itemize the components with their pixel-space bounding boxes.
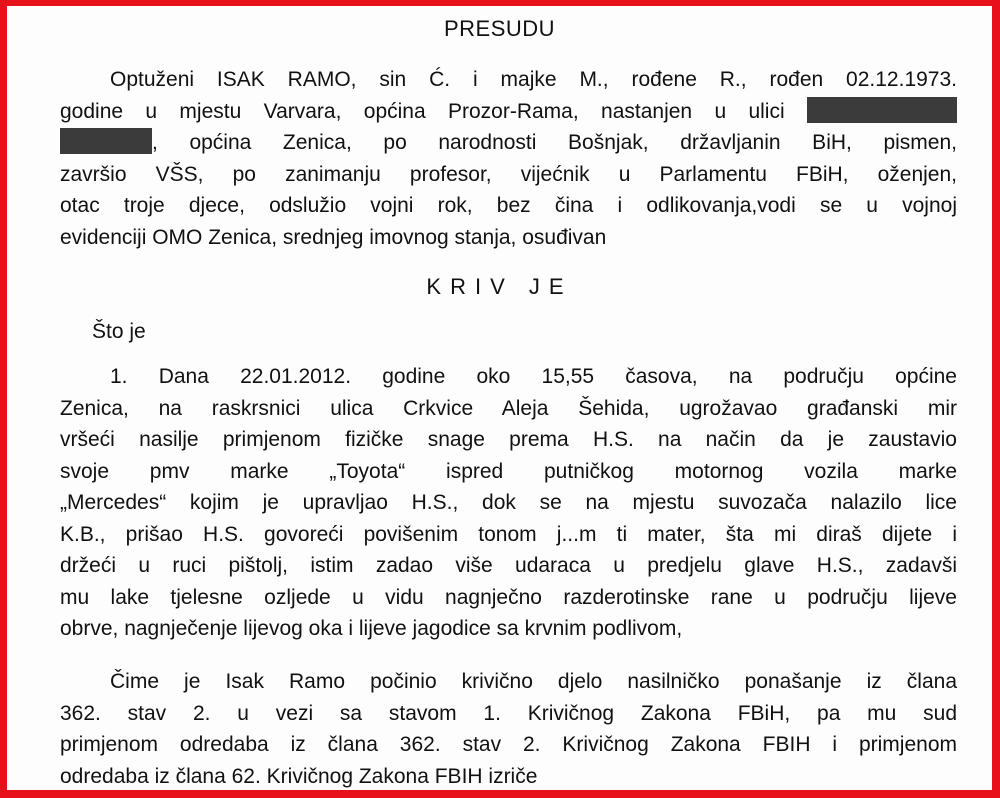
count-line-3: vršeći nasilje primjenom fizičke snage prema H.S. na način da je zaustavio	[60, 428, 957, 451]
conclusion-line-3: primjenom odredaba iz člana 362. stav 2. Krivičnog Zakona FBIH i primjenom	[60, 733, 957, 756]
count-line-6: K.B., prišao H.S. govoreći povišenim tonom j...m ti mater, šta mi diraš dijete i	[60, 522, 957, 546]
conclusion-line-1: Čime je Isak Ramo počinio krivično djelo nasilničko ponašanje iz člana	[110, 670, 957, 693]
count-line-9: obrve, nagnječenje lijevog oka i lijeve jagodice sa krvnim podlivom,	[60, 617, 683, 640]
count-line-7: držeći u ruci pištolj, istim zadao više udaraca u predjelu glave H.S., zadavši	[60, 554, 957, 577]
sto-je-label: Što je	[92, 320, 146, 343]
intro-line-2	[60, 96, 957, 128]
redaction-bar	[60, 128, 152, 154]
intro-line-1: Optuženi ISAK RAMO, sin Ć. i majke M., rođene R., rođen 02.12.1973.	[110, 68, 957, 91]
conclusion-paragraph	[60, 666, 957, 792]
count-line-4: svoje pmv marke „Toyota“ ispred putničkog motornog vozila marke	[60, 459, 957, 483]
verdict-heading: KRIV JE	[426, 274, 573, 299]
count-line-1: 1. Dana 22.01.2012. godine oko 15,55 časova, na području općine	[110, 365, 957, 388]
intro-line-6: evidenciji OMO Zenica, srednjeg imovnog stanja, osuđivan	[60, 225, 607, 249]
count-1-paragraph	[60, 361, 957, 645]
conclusion-line-2: 362. stav 2. u vezi sa stavom 1. Krivičnog Zakona FBiH, pa mu sud	[60, 701, 957, 725]
document-title: PRESUDU	[443, 16, 556, 41]
intro-line-2-text: godine u mjestu Varvara, općina Prozor-Rama, nastanjen u ulici	[60, 99, 785, 123]
intro-line-5: otac troje djece, odslužio vojni rok, bez čina i odlikovanja,vodi se u vojnoj	[60, 194, 957, 217]
intro-line-4: završio VŠS, po zanimanju profesor, vijećnik u Parlamentu FBiH, oženjen,	[60, 162, 957, 186]
intro-line-3-text: , općina Zenica, po narodnosti Bošnjak, državljanin BiH, pismen,	[152, 131, 957, 154]
redaction-bar	[807, 97, 957, 123]
count-line-5: „Mercedes“ kojim je upravljao H.S., dok se na mjestu suvozača nalazilo lice	[60, 491, 957, 514]
conclusion-line-4: odredaba iz člana 62. Krivičnog Zakona FBIH izriče	[60, 764, 538, 788]
intro-line-3	[60, 127, 957, 159]
count-line-8: mu lake tjelesne ozljede u vidu nagnječno razderotinske rane u području lijeve	[60, 585, 957, 609]
count-line-2: Zenica, na raskrsnici ulica Crkvice Aleja Šehida, ugrožavao građanski mir	[60, 396, 957, 420]
defendant-paragraph	[60, 64, 957, 253]
document-page	[7, 6, 992, 790]
